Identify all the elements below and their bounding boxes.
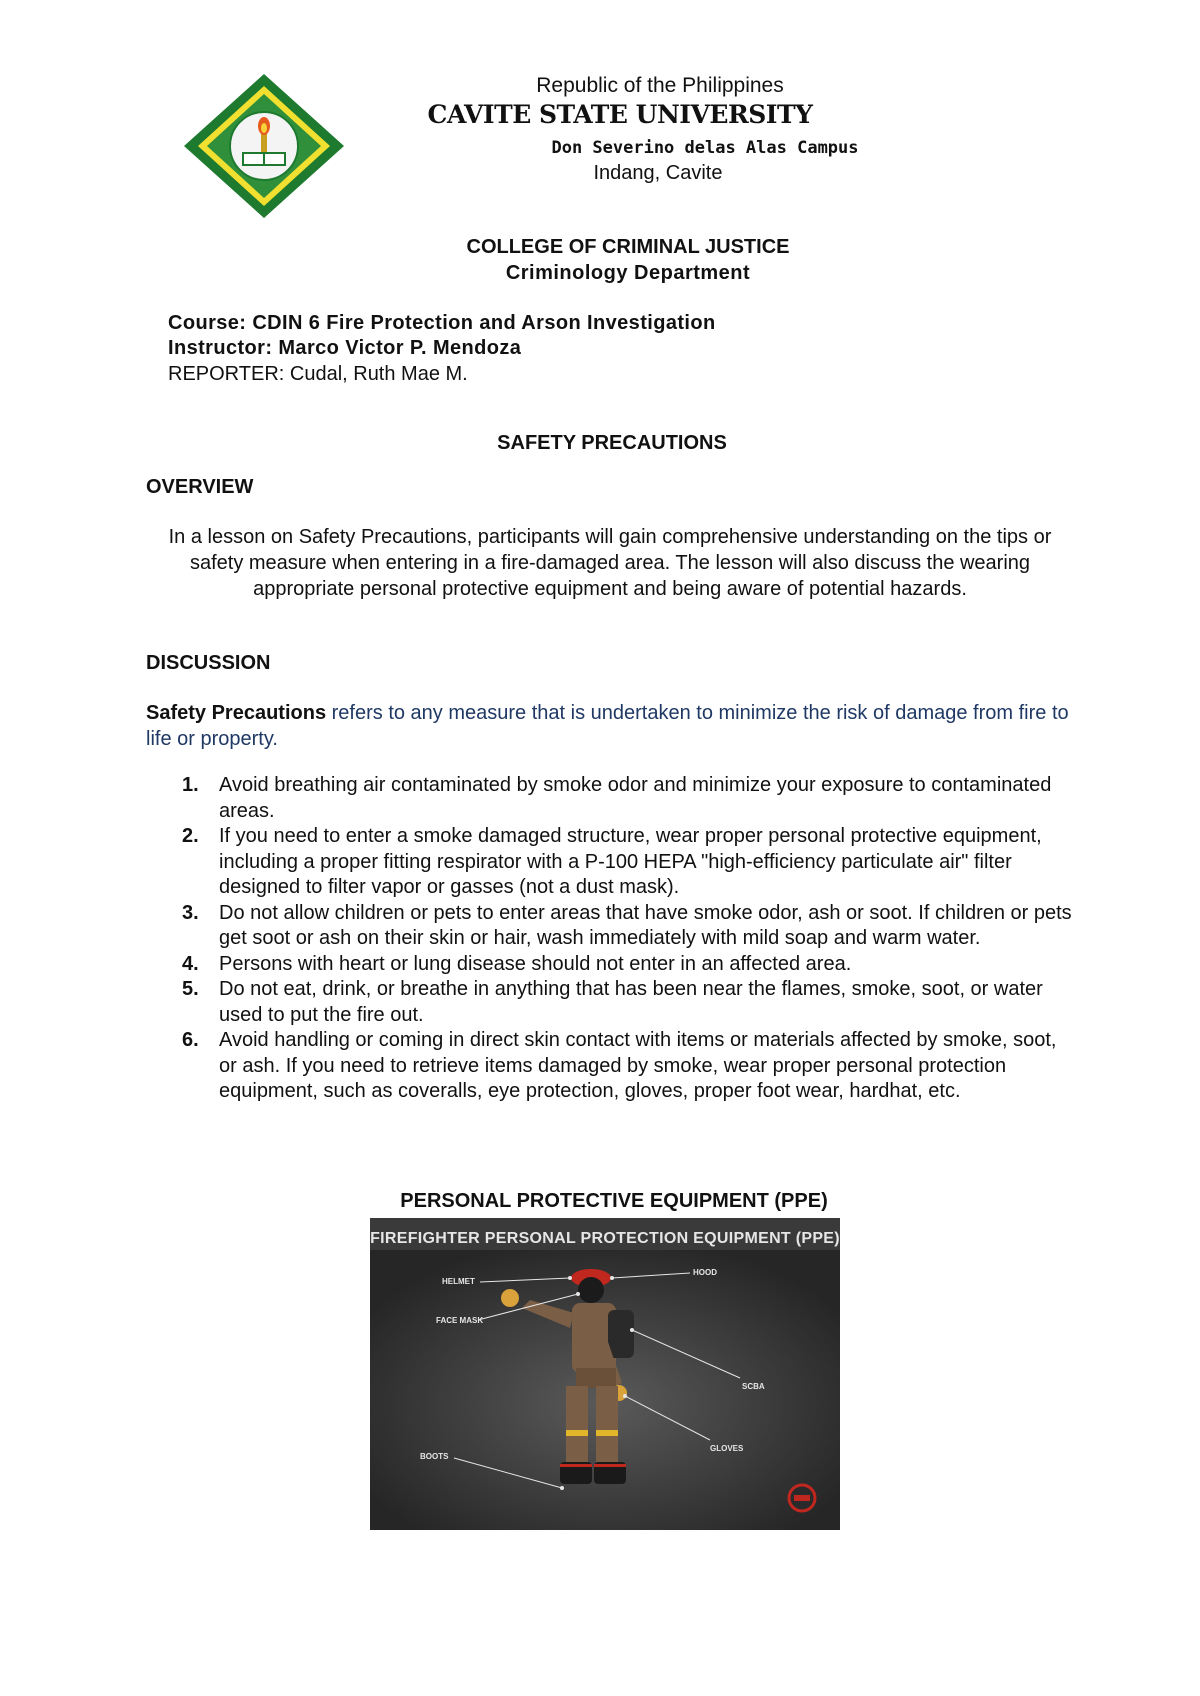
precautions-list [146, 773, 1076, 1105]
label-face-mask: FACE MASK [436, 1316, 484, 1325]
overview-heading: OVERVIEW [146, 476, 254, 498]
list-item-number: 1. [182, 774, 199, 796]
list-item-text: Persons with heart or lung disease should not enter in an affected area. [219, 952, 852, 975]
ppe-image-title: FIREFIGHTER PERSONAL PROTECTION EQUIPMENT (PPE) [370, 1230, 840, 1247]
instructor-line: Instructor: Marco Victor P. Mendoza [168, 337, 522, 359]
definition-term: Safety Precautions [146, 702, 327, 724]
list-item [146, 773, 1076, 824]
definition-paragraph [146, 700, 1076, 752]
label-hood: HOOD [693, 1268, 717, 1277]
department-name: Criminology Department [505, 262, 751, 284]
document-title: SAFETY PRECAUTIONS [497, 432, 727, 454]
college-name: COLLEGE OF CRIMINAL JUSTICE [466, 236, 790, 258]
ppe-heading: PERSONAL PROTECTIVE EQUIPMENT (PPE) [400, 1190, 828, 1212]
ppe-diagram-image [370, 1218, 840, 1530]
course-line: Course: CDIN 6 Fire Protection and Arson Investigation [168, 312, 716, 334]
campus-name: Don Severino delas Alas Campus [551, 138, 859, 158]
list-item [146, 1028, 1076, 1105]
list-item [146, 952, 1076, 978]
list-item-text: Do not eat, drink, or breathe in anything that has been near the flames, smoke, soot, or water used to put the fire out. [219, 978, 1043, 1026]
list-item-text: Avoid handling or coming in direct skin contact with items or materials affected by smoke, soot, or ash. If you need to retrieve items damaged by smoke, wear proper personal protection equipment, such as coveralls, eye protection, gloves, proper foot wear, hardhat, etc. [219, 1029, 1057, 1102]
list-item [146, 824, 1076, 901]
list-item [146, 977, 1076, 1028]
university-name: CAVITE STATE UNIVERSITY [427, 100, 813, 129]
list-item-number: 5. [182, 978, 199, 1000]
list-item [146, 901, 1076, 952]
label-boots: BOOTS [420, 1452, 449, 1461]
list-item-text: If you need to enter a smoke damaged structure, wear proper personal protective equipment, including a proper fitting respirator with a P-100 HEPA "high-efficiency particulate air" filter designed to filter vapor or gasses (not a dust mask). [219, 825, 1042, 898]
discussion-heading: DISCUSSION [146, 652, 271, 674]
list-item-number: 2. [182, 825, 199, 847]
fire-department-emblem-icon [789, 1485, 815, 1511]
reporter-line: REPORTER: Cudal, Ruth Mae M. [168, 363, 468, 385]
republic-text: Republic of the Philippines [536, 74, 784, 97]
label-gloves: GLOVES [710, 1444, 744, 1453]
definition-text: refers to any measure that is undertaken to minimize the risk of damage from fire to life or property. [146, 702, 1069, 750]
label-helmet: HELMET [442, 1277, 475, 1286]
firefighter-illustration [370, 1218, 840, 1530]
overview-paragraph: In a lesson on Safety Precautions, participants will gain comprehensive understanding on the tips or safety measure when entering in a fire-damaged area. The lesson will also discuss the wearing appropriate personal protective equipment and being aware of potential hazards. [168, 526, 1052, 600]
list-item-number: 6. [182, 1029, 199, 1051]
list-item-number: 4. [182, 952, 199, 975]
list-item-number: 3. [182, 901, 199, 924]
list-item-text: Avoid breathing air contaminated by smoke odor and minimize your exposure to contaminated areas. [219, 774, 1052, 822]
label-scba: SCBA [742, 1382, 765, 1391]
list-item-text: Do not allow children or pets to enter areas that have smoke odor, ash or soot. If children or pets get soot or ash on their skin or hair, wash immediately with mild soap and warm water. [219, 901, 1072, 949]
town-name: Indang, Cavite [593, 162, 723, 184]
